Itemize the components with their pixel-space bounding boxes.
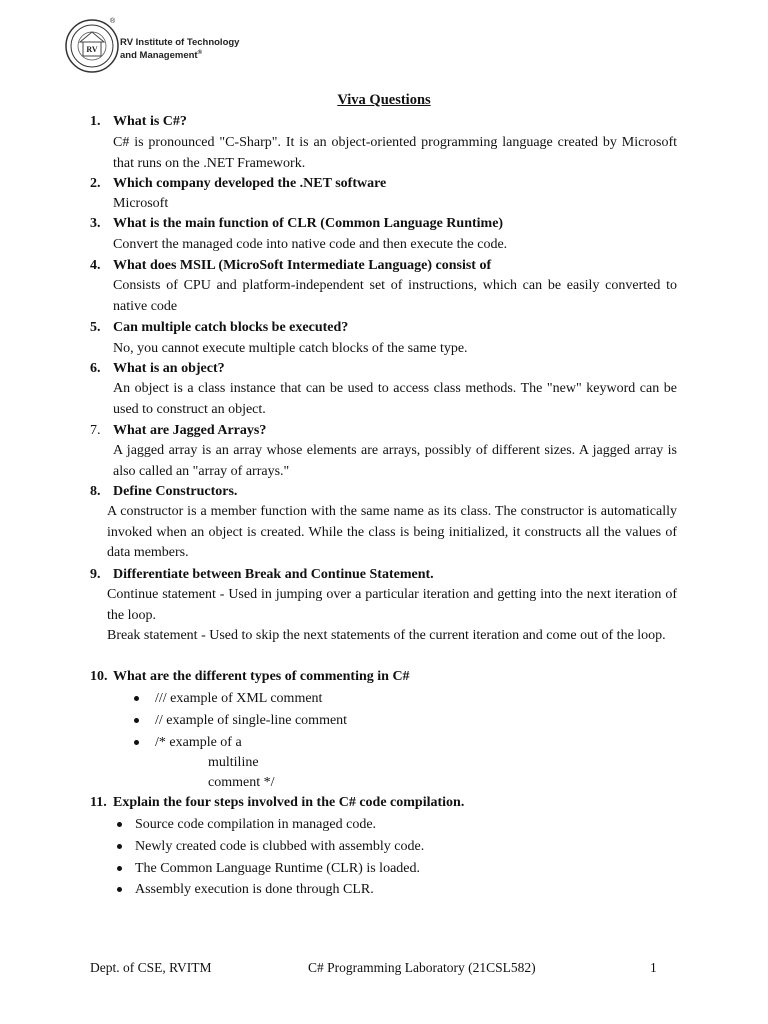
answer-text [113,235,677,256]
list-item-text: /* example of a [155,734,242,750]
question-number: 11. [90,795,107,810]
answer-paragraph: Continue statement - Used in jumping over a particular iteration and getting into the next iteration of the loop. [107,587,677,623]
question-number: 7. [90,423,101,438]
institute-registered-mark: ® [197,50,203,56]
list-item-text: Newly created code is clubbed with assembly code. [135,838,425,854]
footer-course: C# Programming Laboratory (21CSL582) [308,960,536,975]
question-text: What are Jagged Arrays? [113,423,267,438]
question-number: 8. [90,484,101,499]
question-text: What is C#? [113,114,187,129]
question-text: What is an object? [113,361,225,376]
list-item-text: The Common Language Runtime (CLR) is loaded. [135,860,421,876]
page-title: Viva Questions [337,92,431,108]
answer-text [107,502,677,564]
question-number: 2. [90,176,101,191]
bullet-icon [134,696,139,701]
question-heading [90,482,690,502]
question-number: 3. [90,216,101,231]
question-heading [90,359,690,379]
answer-paragraph: A constructor is a member function with the same name as its class. The constructor is automatically invoked when an object is created. While the class is being initialized, it constructs all the values of data members. [107,504,677,561]
answer-text [113,339,677,360]
list-item-continuation: multiline [208,755,259,771]
question-heading [90,565,690,585]
bullet-icon [117,866,122,871]
answer-text [113,379,677,420]
bullet-icon [134,740,139,745]
question-text: What is the main function of CLR (Common Language Runtime) [113,216,504,231]
bullet-icon [117,887,122,892]
bullet-list [155,688,347,793]
logo-registered-mark: ® [110,18,116,25]
answer-paragraph: Break statement - Used to skip the next statements of the current iteration and come out of the loop. [107,628,666,644]
bullet-icon [134,718,139,723]
answer-paragraph: Convert the managed code into native code and then execute the code. [113,237,508,252]
list-item [135,836,424,858]
question-heading [90,214,690,234]
question-heading [90,112,690,132]
list-item [155,688,347,710]
page-number: 1 [650,960,657,975]
list-item-continuation: comment */ [208,775,275,791]
list-item-text: // example of single-line comment [155,712,348,728]
answer-paragraph: Consists of CPU and platform-independent set of instructions, which can be easily converted to native code [113,278,677,314]
answer-paragraph: C# is pronounced "C-Sharp". It is an object-oriented programming language created by Microsoft that runs on the .NET Framework. [113,135,677,171]
question-heading [90,421,690,441]
list-item [135,879,424,901]
answer-paragraph: Microsoft [113,196,169,211]
institute-name-line2: and Management [120,50,198,62]
question-number: 6. [90,361,101,376]
bullet-icon [117,844,122,849]
question-text: Explain the four steps involved in the C# code compilation. [113,795,465,810]
question-text: Differentiate between Break and Continue Statement. [113,567,434,582]
question-number: 10. [90,669,108,684]
list-item [135,858,424,880]
list-item [135,814,424,836]
answer-text [113,133,677,174]
question-text: Can multiple catch blocks be executed? [113,320,349,335]
footer-department: Dept. of CSE, RVITM [90,960,212,975]
institute-name-line1: RV Institute of Technology [120,37,240,48]
answer-text [107,585,677,647]
question-text: Define Constructors. [113,484,238,499]
question-text: Which company developed the .NET software [113,176,387,191]
institute-name [120,37,239,61]
answer-paragraph: No, you cannot execute multiple catch blocks of the same type. [113,341,468,356]
answer-paragraph: A jagged array is an array whose elements are arrays, possibly of different sizes. A jagged array is also called an "array of arrays." [113,443,677,479]
answer-paragraph: An object is a class instance that can be used to access class methods. The "new" keyword can be used to construct an object. [113,381,677,417]
svg-text:RV: RV [86,45,98,54]
question-heading [90,793,690,813]
list-item-text: /// example of XML comment [155,691,323,706]
question-number: 5. [90,320,101,335]
question-heading [90,256,690,276]
list-item [155,710,347,732]
question-heading [90,318,690,338]
question-number: 4. [90,258,101,273]
question-text: What are the different types of commenting in C# [113,669,410,684]
question-number: 1. [90,114,101,129]
bullet-list [135,814,424,901]
list-item [155,732,347,754]
list-item-text: Source code compilation in managed code. [135,817,377,832]
answer-text [113,194,677,215]
answer-text [113,441,677,482]
header [64,18,364,80]
institute-logo-icon [64,18,120,74]
answer-text [113,276,677,317]
question-text: What does MSIL (MicroSoft Intermediate Language) consist of [113,258,492,273]
question-heading [90,174,690,194]
bullet-icon [117,822,122,827]
question-heading [90,667,690,687]
question-number: 9. [90,567,101,582]
list-item-text: Assembly execution is done through CLR. [135,882,374,898]
